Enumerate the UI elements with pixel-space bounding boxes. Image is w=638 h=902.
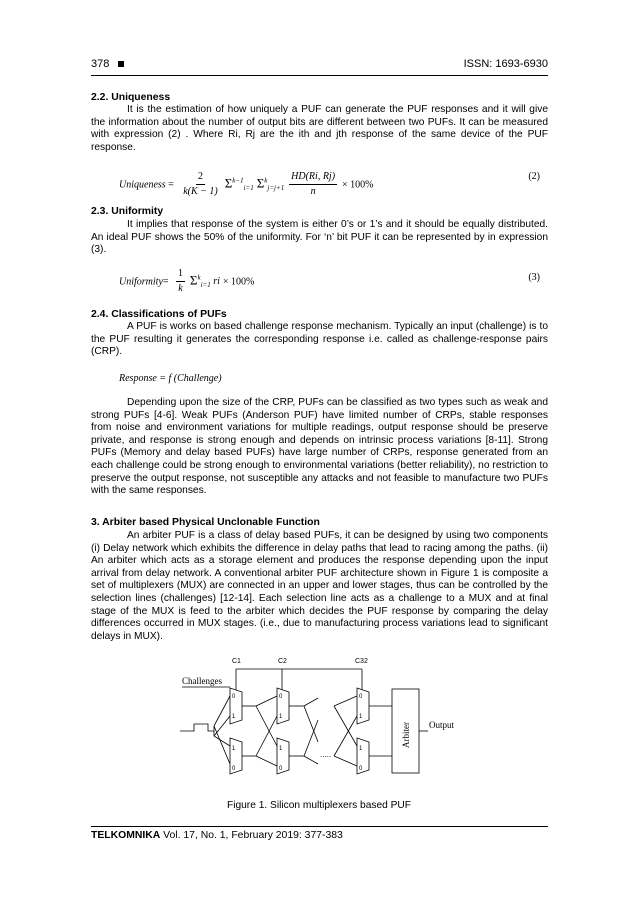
challenges-label: Challenges (182, 676, 222, 686)
square-bullet-icon (118, 61, 124, 67)
figure-caption: Figure 1. Silicon multiplexers based PUF (226, 800, 412, 811)
volume-info: Vol. 17, No. 1, February 2019: 377-383 (163, 830, 343, 841)
classifications-paragraph-1: A PUF is works on based challenge response mechanism. Typically an input (challenge) is to the PUF resulting it generates the corresponding response i.e. called as challenge-response pairs (CRP). (91, 321, 548, 358)
equation-2: Uniqueness = $\frac{2}{k(K - 1)}$ $\Sigma^{k-1}_{i=1}$ $\Sigma^k_{j=j+1}$ $\frac{HD(Ri, Rj)}{n}$ × 100% (2) (119, 171, 540, 197)
issn: ISSN: 1693-6930 (463, 58, 548, 70)
stage-ellipsis: ..... (320, 750, 332, 759)
footer-citation (91, 830, 343, 841)
arbiter-puf-paragraph: An arbiter PUF is a class of delay based PUFs, it can be designed by using two components (i) Delay network which exhibits the difference in delay paths that lead to racing among the paths. (ii) An arbiter which acts as a storage element and produces the response depending upon the input arrival from delay network. A conventional arbiter PUF architecture shown in Figure 1 is composite a set of multiplexers (MUX) are connected in an upper and lower stages, thus can be controlled by the selection lines (challenges) [12-14]. Each selection line acts as a challenge to a MUX and at final stage of the MUX is feed to the arbiter which decides the PUF response by comparing the delay differences occurred in MUX stages. (i.e., due to manufacturing process variations lead to significant delays in MUX). (91, 530, 548, 642)
uniformity-symbol: Uniformity (119, 276, 163, 288)
section-heading-classifications: 2.4. Classifications of PUFs (91, 309, 227, 320)
svg-text:1: 1 (232, 714, 236, 720)
svg-text:0: 0 (279, 766, 283, 772)
equation-3-number: (3) (528, 272, 540, 283)
svg-text:1: 1 (232, 746, 236, 752)
svg-text:0: 0 (279, 694, 283, 700)
svg-text:0: 0 (232, 766, 236, 772)
c32-label: C32 (355, 658, 368, 665)
uniformity-paragraph: It implies that response of the system is either 0’s or 1’s and it should be equally distributed. An ideal PUF shows the 50% of the uniformity. For ‘n’ bit PUF it can be represented by in expression (3). (91, 219, 548, 256)
page-number: 378 (91, 58, 124, 70)
svg-text:1: 1 (359, 746, 363, 752)
classifications-paragraph-2: Depending upon the size of the CRP, PUFs can be classified as two types such as weak and strong PUFs [4-6]. Weak PUFs (Anderson PUF) have limited number of CRPs, stable responses from noise and environment variations for multiple readings, output response should be preserve private, and response is strong enough and depends on intrinsic process variations [8-11]. Strong PUFs (Memory and delay based PUFs) have large number of CRPs, response generated from an each challenge could be strong enough to environmental variations (better reliability), no restriction to preserve the output response, not susceptible any attacks and not feasible to manufacture two PUFs with the same responses. (91, 397, 548, 497)
uniqueness-symbol: Uniqueness (119, 179, 166, 191)
svg-text:1: 1 (359, 714, 363, 720)
section-heading-uniqueness: 2.2. Uniqueness (91, 92, 171, 103)
arbiter-puf-diagram (170, 654, 470, 789)
journal-name: TELKOMNIKA (91, 830, 161, 841)
svg-text:1: 1 (279, 746, 283, 752)
section-heading-arbiter-puf: 3. Arbiter based Physical Unclonable Function (91, 517, 320, 528)
svg-text:0: 0 (359, 694, 363, 700)
footer-rule (91, 826, 548, 827)
header-rule (91, 75, 548, 76)
section-heading-uniformity: 2.3. Uniformity (91, 206, 164, 217)
equation-3: Uniformity= $\frac{1}{k}$ $\Sigma^k_{i=1}$ ri × 100% (3) (119, 268, 540, 294)
c2-label: C2 (278, 658, 287, 665)
c1-label: C1 (232, 658, 241, 665)
svg-text:0: 0 (359, 766, 363, 772)
svg-text:1: 1 (279, 714, 283, 720)
equation-2-number: (2) (528, 171, 540, 182)
output-label: Output (429, 720, 455, 730)
response-equation: Response = f (Challenge) (119, 373, 222, 384)
uniqueness-paragraph: It is the estimation of how uniquely a PUF can generate the PUF responses and it will give the information about the number of output bits are different between two PUFs. It can be measured with expression (2) . Where Ri, Rj are the ith and jth response of the same device of the PUF response. (91, 104, 548, 153)
svg-text:0: 0 (232, 694, 236, 700)
arbiter-label: Arbiter (401, 722, 411, 748)
